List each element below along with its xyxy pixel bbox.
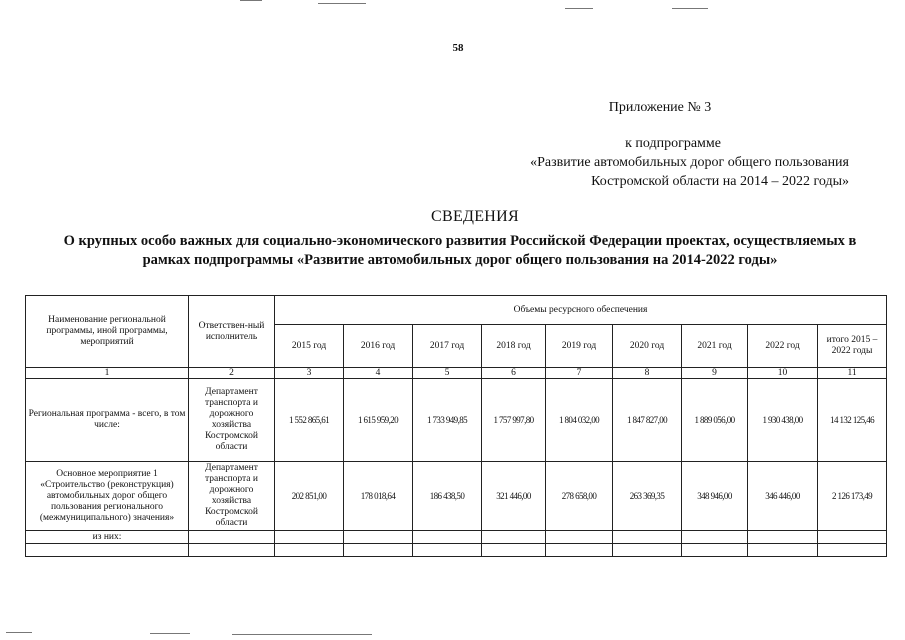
column-number: 5 [413,368,482,379]
empty-cell [344,544,413,557]
table-row [26,544,887,557]
header-year: 2020 год [613,325,682,368]
header-year: 2022 год [748,325,818,368]
header-name: Наименование региональной программы, иной программы, мероприятий [26,296,189,368]
column-number: 9 [682,368,748,379]
row-executor: Департамент транспорта и дорожного хозяйства Костромской области [189,379,275,462]
page-number: 58 [452,42,464,54]
row-value: 321 446,00 [482,462,546,531]
header-year: 2017 год [413,325,482,368]
empty-cell [275,531,344,544]
empty-cell [413,531,482,544]
table-row [26,462,887,531]
row-value: 1 552 865,61 [275,379,344,462]
row-value: 1 757 997,80 [482,379,546,462]
column-number: 2 [189,368,275,379]
row-value: 346 446,00 [748,462,818,531]
document-subtitle [60,232,860,270]
scan-mark [232,634,372,635]
scan-mark [318,3,366,4]
empty-cell [413,544,482,557]
row-value: 1 847 827,00 [613,379,682,462]
scan-mark [150,633,190,634]
row-value: 1 615 959,20 [344,379,413,462]
empty-cell [344,531,413,544]
scan-mark [672,8,708,9]
empty-cell [682,544,748,557]
row-value: 1 930 438,00 [748,379,818,462]
subtitle-line-1: О крупных особо важных для социально-экономического развития Российской Федерации проектах, осуществляемых в [63,233,857,249]
empty-cell [275,544,344,557]
scan-mark [240,0,262,1]
row-value: 348 946,00 [682,462,748,531]
row-value: 278 658,00 [546,462,613,531]
row-value: 1 733 949,85 [413,379,482,462]
scan-mark [565,8,593,9]
header-year: 2018 год [482,325,546,368]
appendix-line-3: Костромской области на 2014 – 2022 годы» [591,174,849,189]
empty-cell [818,531,887,544]
header-year: 2021 год [682,325,748,368]
empty-cell [818,544,887,557]
empty-cell [482,531,546,544]
appendix-line-1: к подпрограмме [625,136,721,151]
header-year: 2016 год [344,325,413,368]
column-number: 7 [546,368,613,379]
header-total: итого 2015 – 2022 годы [818,325,887,368]
column-number: 11 [818,368,887,379]
header-year: 2019 год [546,325,613,368]
row-value: 202 851,00 [275,462,344,531]
appendix-line-2: «Развитие автомобильных дорог общего пользования [530,155,849,170]
header-resources: Объемы ресурсного обеспечения [275,296,887,325]
row-executor: Департамент транспорта и дорожного хозяйства Костромской области [189,462,275,531]
empty-cell [682,531,748,544]
empty-cell [748,531,818,544]
row-total: 14 132 125,46 [818,379,887,462]
row-value: 1 889 056,00 [682,379,748,462]
column-number: 10 [748,368,818,379]
empty-cell [482,544,546,557]
column-number: 3 [275,368,344,379]
appendix-subtitle [429,134,849,191]
row-value: 1 804 032,00 [546,379,613,462]
row-total: 2 126 173,49 [818,462,887,531]
table-row [26,379,887,462]
empty-cell [546,544,613,557]
empty-cell [748,544,818,557]
document-title: СВЕДЕНИЯ [431,208,519,225]
column-number: 8 [613,368,682,379]
column-number: 1 [26,368,189,379]
subtitle-line-2: рамках подпрограммы «Развитие автомобильных дорог общего пользования на 2014-2022 годы» [142,252,778,268]
empty-cell [546,531,613,544]
header-year: 2015 год [275,325,344,368]
row-value: 263 369,35 [613,462,682,531]
row-name: Основное мероприятие 1 «Строительство (реконструкция) автомобильных дорог общего пользования регионального (межмуниципального) значения» [26,462,189,531]
appendix-title: Приложение № 3 [608,100,712,115]
resource-table [25,295,887,557]
table-row [26,531,887,544]
column-number: 4 [344,368,413,379]
empty-cell [189,531,275,544]
from-them-label: из них: [26,531,189,544]
empty-cell [613,544,682,557]
row-value: 186 438,50 [413,462,482,531]
row-name: Региональная программа - всего, в том числе: [26,379,189,462]
empty-cell [189,544,275,557]
empty-cell [613,531,682,544]
row-value: 178 018,64 [344,462,413,531]
column-number: 6 [482,368,546,379]
empty-cell [26,544,189,557]
scan-mark [6,632,32,633]
header-executor: Ответствен-ный исполнитель [189,296,275,368]
